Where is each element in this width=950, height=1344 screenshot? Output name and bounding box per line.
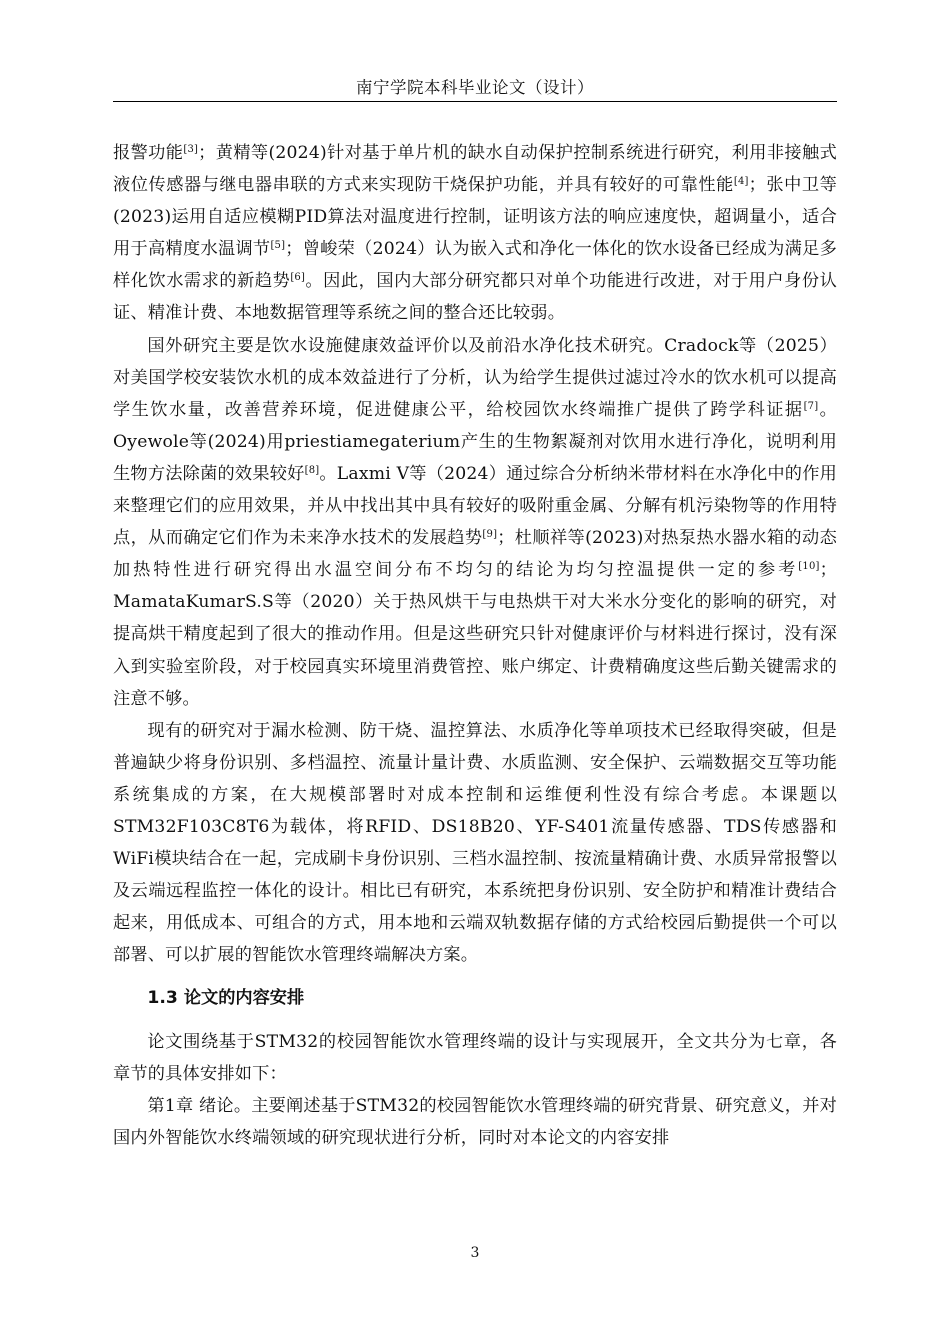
body-text [113, 137, 837, 1154]
paragraph-text: 国外研究主要是饮水设施健康效益评价以及前沿水净化技术研究。Cradock等（2025）对美国学校安装饮水机的成本效益进行了分析，认为给学生提供过滤过冷水的饮水机可以提高学生饮水量，改善营养环境，促进健康公平，给校园饮水终端推广提供了跨学科证据 [113, 335, 837, 420]
paragraph-text: 论文围绕基于STM32的校园智能饮水管理终端的设计与实现展开，全文共分为七章，各章节的具体安排如下： [113, 1031, 837, 1084]
page-number: 3 [470, 1245, 480, 1261]
citation-marker: [9] [482, 529, 498, 541]
paragraph-text: ；杜顺祥等(2023)对热泵热水器水箱的动态加热特性进行研究得出水温空间分布不均匀的结论为均匀控温提供一定的参考 [113, 528, 837, 581]
paragraph-text: 第1章 绪论。主要阐述基于STM32的校园智能饮水管理终端的研究背景、研究意义，并对国内外智能饮水终端领域的研究现状进行分析，同时对本论文的内容安排 [113, 1095, 837, 1148]
body-paragraph [113, 715, 837, 972]
paragraph-text: 。Oyewole等(2024)用priestiamegaterium产生的生物絮凝剂对饮用水进行净化，说明利用生物方法除菌的效果较好 [113, 399, 838, 484]
running-header: 南宁学院本科毕业论文（设计） [356, 78, 594, 97]
citation-marker: [7] [803, 400, 819, 412]
citation-marker: [4] [733, 176, 749, 188]
header-rule [113, 101, 837, 102]
paragraph-text: 。因此，国内大部分研究都只对单个功能进行改进，对于用户身份认证、精准计费、本地数据管理等系统之间的整合还比较弱。 [113, 271, 837, 324]
body-paragraph [113, 1090, 837, 1154]
citation-marker: [5] [270, 240, 286, 252]
body-paragraph [113, 1026, 837, 1090]
body-paragraph [113, 137, 837, 330]
section-heading: 1.3 论文的内容安排 [147, 988, 305, 1009]
citation-marker: [6] [290, 272, 306, 284]
citation-marker: [8] [304, 464, 320, 476]
paragraph-text: 。Laxmi V等（2024）通过综合分析纳米带材料在水净化中的作用来整理它们的应用效果，并从中找出其中具有较好的吸附重金属、分解有机污染物等的作用特点，从而确定它们作为未来净水技术的发展趋势 [113, 463, 837, 549]
citation-marker: [10] [798, 561, 820, 573]
paragraph-text: 现有的研究对于漏水检测、防干烧、温控算法、水质净化等单项技术已经取得突破，但是普遍缺少将身份识别、多档温控、流量计量计费、水质监测、安全保护、云端数据交互等功能系统集成的方案，在大规模部署时对成本控制和运维便利性没有综合考虑。本课题以STM32F103C8T6为载体，将RFID、DS18B20、YF-S401流量传感器、TDS传感器和WiFi模块结合在一起，完成刷卡身份识别、三档水温控制、按流量精确计费、水质异常报警以及云端远程监控一体化的设计。相比已有研究，本系统把身份识别、安全防护和精准计费结合起来，用低成本、可组合的方式，用本地和云端双轨数据存储的方式给校园后勤提供一个可以部署、可以扩展的智能饮水管理终端解决方案。 [113, 720, 837, 966]
paragraph-text: ；曾峻荣（2024）认为嵌入式和净化一体化的饮水设备已经成为满足多样化饮水需求的新趋势 [113, 239, 838, 292]
paragraph-text: 报警功能 [113, 143, 184, 163]
paragraph-text: ；黄精等(2024)针对基于单片机的缺水自动保护控制系统进行研究，利用非接触式液位传感器与继电器串联的方式来实现防干烧保护功能，并具有较好的可靠性能 [113, 143, 837, 196]
paragraph-text: ；张中卫等(2023)运用自适应模糊PID算法对温度进行控制，证明该方法的响应速度快，超调量小，适合用于高精度水温调节 [113, 175, 837, 260]
body-paragraph [113, 330, 837, 715]
paragraphs-before-section [113, 137, 837, 971]
paragraph-text: ；MamataKumarS.S等（2020）关于热风烘干与电热烘干对大米水分变化的影响的研究，对提高烘干精度起到了很大的推动作用。但是这些研究只针对健康评价与材料进行探讨，没有深入到实验室阶段，对于校园真实环境里消费管控、账户绑定、计费精确度这些后勤关键需求的注意不够。 [113, 560, 837, 709]
citation-marker: [3] [183, 144, 199, 155]
paragraphs-after-section [113, 1026, 837, 1154]
